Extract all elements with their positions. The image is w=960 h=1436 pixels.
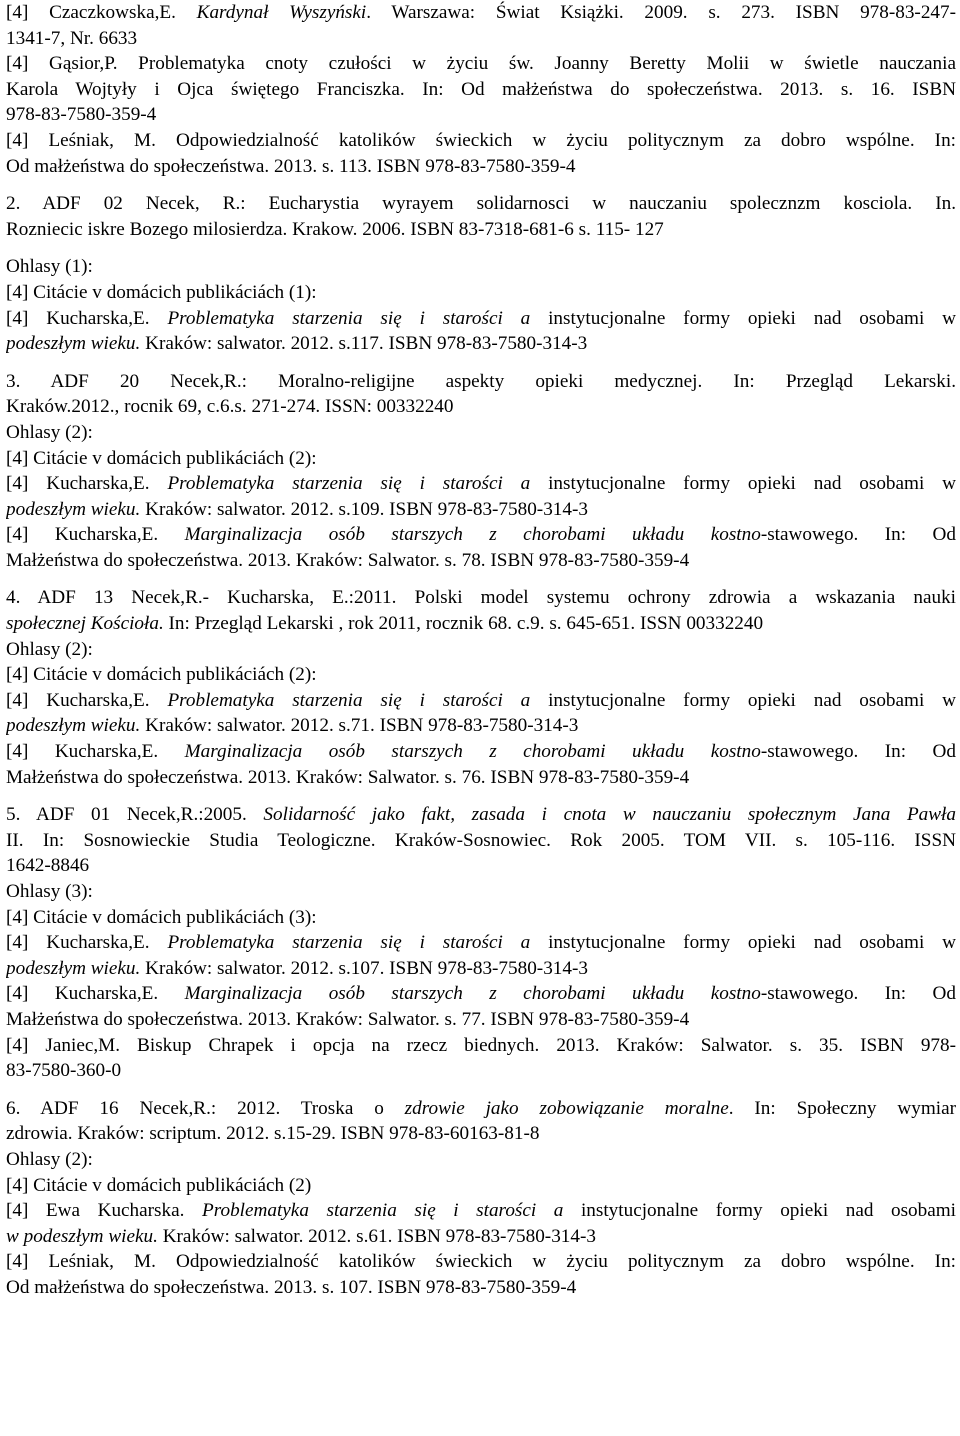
text-line: [6, 191, 956, 217]
paragraph-gap: [6, 1084, 956, 1096]
text-run: Kraków: salwator. 2012. s.109. ISBN 978-83-7580-314-3: [140, 498, 588, 520]
text-run: [4] Kucharska,E.: [6, 741, 185, 763]
text-run: 1642-8846: [6, 855, 90, 877]
text-run: -stawowego. In: Od: [760, 524, 956, 546]
text-run: Kraków: salwator. 2012. s.71. ISBN 978-83-7580-314-3: [140, 715, 579, 737]
paragraph-gap: [6, 573, 956, 585]
text-run: [4] Leśniak, M. Odpowiedzialność katolików świeckich w życiu politycznym za dobro wspólne. In:: [6, 1251, 956, 1273]
text-run: Rozniecic iskre Bozego milosierdza. Krakow. 2006. ISBN 83-7318-681-6 s. 115- 127: [6, 218, 664, 240]
text-run: [4] Citácie v domácich publikáciách (3):: [6, 906, 317, 928]
text-line: [6, 522, 956, 548]
text-line: [6, 306, 956, 332]
text-line: [6, 102, 956, 128]
text-run: [4] Leśniak, M. Odpowiedzialność katolików świeckich w życiu politycznym za dobro wspólne. In:: [6, 129, 956, 151]
text-line: [6, 1147, 956, 1173]
paragraph-gap: [6, 179, 956, 191]
text-line: [6, 51, 956, 77]
italic-title: Solidarność jako fakt, zasada i cnota w nauczaniu społecznym Jana Pawła: [263, 804, 956, 826]
italic-title: Problematyka starzenia się i starości a: [167, 307, 531, 329]
text-run: [4] Janiec,M. Biskup Chrapek i opcja na rzecz biednych. 2013. Kraków: Salwator. s. 35. ISBN 978-: [6, 1034, 956, 1056]
text-line: [6, 1033, 956, 1059]
text-run: 6. ADF 16 Necek,R.: 2012. Troska o: [6, 1097, 405, 1119]
text-line: [6, 585, 956, 611]
text-line: [6, 930, 956, 956]
text-line: [6, 956, 956, 982]
text-line: [6, 611, 956, 637]
paragraph-gap: [6, 242, 956, 254]
text-run: Kraków: salwator. 2012. s.107. ISBN 978-83-7580-314-3: [140, 957, 588, 979]
italic-title: Problematyka starzenia się i starości a: [202, 1200, 564, 1222]
italic-title: Marginalizacja osób starszych z chorobami układu kostno: [184, 524, 761, 546]
text-line: [6, 26, 956, 52]
text-run: 2. ADF 02 Necek, R.: Eucharystia wyrayem solidarnosci w nauczaniu spolecznzm kosciola. In.: [6, 193, 956, 215]
text-line: [6, 637, 956, 663]
text-run: [4] Citácie v domácich publikáciách (2): [6, 1174, 312, 1196]
text-run: Małżeństwa do społeczeństwa. 2013. Kraków: Salwator. s. 78. ISBN 978-83-7580-359-4: [6, 549, 690, 571]
italic-title: podeszłym wieku.: [6, 715, 141, 737]
text-line: [6, 1275, 956, 1301]
text-run: [4] Czaczkowska,E.: [6, 2, 197, 23]
text-line: [6, 1058, 956, 1084]
text-run: Kraków.2012., rocnik 69, c.6.s. 271-274. ISSN: 00332240: [6, 396, 454, 418]
text-line: [6, 688, 956, 714]
text-run: Karola Wojtyły i Ojca świętego Franciszka. In: Od małżeństwa do społeczeństwa. 2013. s. 16. ISBN: [6, 78, 956, 100]
text-line: [6, 280, 956, 306]
text-line: [6, 217, 956, 243]
text-line: [6, 497, 956, 523]
text-line: [6, 765, 956, 791]
text-run: instytucjonalne formy opieki nad osobami: [563, 1200, 956, 1222]
text-line: [6, 548, 956, 574]
text-run: [4] Citácie v domácich publikáciách (1):: [6, 281, 317, 303]
text-line: [6, 394, 956, 420]
italic-title: zdrowie jako zobowiązanie moralne: [404, 1097, 729, 1119]
italic-title: podeszłym wieku.: [6, 333, 141, 355]
text-line: [6, 1224, 956, 1250]
text-line: [6, 77, 956, 103]
italic-title: podeszłym wieku.: [6, 957, 141, 979]
italic-title: Marginalizacja osób starszych z chorobami układu kostno: [184, 983, 761, 1005]
text-run: . In: Społeczny wymiar: [728, 1097, 956, 1119]
text-run: [4] Ewa Kucharska.: [6, 1200, 202, 1222]
text-run: [4] Gąsior,P. Problematyka cnoty czułości w życiu św. Joanny Beretty Molii w świetle nauczania: [6, 53, 956, 75]
text-line: [6, 420, 956, 446]
text-run: Ohlasy (1):: [6, 256, 93, 278]
text-line: [6, 1007, 956, 1033]
text-line: [6, 154, 956, 180]
text-line: [6, 828, 956, 854]
text-run: II. In: Sosnowieckie Studia Teologiczne. Kraków-Sosnowiec. Rok 2005. TOM VII. s. 105-116. ISSN: [6, 829, 956, 851]
text-run: In: Przegląd Lekarski , rok 2011, rocznik 68. c.9. s. 645-651. ISSN 00332240: [163, 613, 764, 635]
text-line: [6, 128, 956, 154]
text-run: Ohlasy (3):: [6, 881, 93, 902]
text-run: [4] Citácie v domácich publikáciách (2):: [6, 447, 317, 469]
text-run: [4] Citácie v domácich publikáciách (2):: [6, 664, 317, 686]
text-run: Kraków: salwator. 2012. s.61. ISBN 978-83-7580-314-3: [157, 1225, 596, 1247]
text-line: [6, 471, 956, 497]
text-line: [6, 369, 956, 395]
text-line: [6, 879, 956, 905]
text-run: instytucjonalne formy opieki nad osobami w: [530, 689, 956, 711]
text-run: Ohlasy (2):: [6, 638, 93, 660]
text-run: Małżeństwa do społeczeństwa. 2013. Kraków: Salwator. s. 76. ISBN 978-83-7580-359-4: [6, 766, 690, 788]
text-line: [6, 254, 956, 280]
text-run: Ohlasy (2):: [6, 421, 93, 443]
paragraph-gap: [6, 357, 956, 369]
italic-title: Problematyka starzenia się i starości a: [167, 932, 531, 954]
text-run: 3. ADF 20 Necek,R.: Moralno-religijne aspekty opieki medycznej. In: Przegląd Lekarski.: [6, 370, 956, 392]
text-run: Kraków: salwator. 2012. s.117. ISBN 978-83-7580-314-3: [140, 333, 588, 355]
text-line: [6, 1121, 956, 1147]
text-run: [4] Kucharska,E.: [6, 932, 168, 954]
text-line: [6, 331, 956, 357]
text-run: instytucjonalne formy opieki nad osobami w: [530, 473, 956, 495]
text-line: [6, 1173, 956, 1199]
text-line: [6, 0, 956, 26]
text-run: Od małżeństwa do społeczeństwa. 2013. s. 113. ISBN 978-83-7580-359-4: [6, 155, 576, 177]
text-run: [4] Kucharska,E.: [6, 983, 185, 1005]
italic-title: Problematyka starzenia się i starości a: [167, 689, 531, 711]
text-run: 4. ADF 13 Necek,R.- Kucharska, E.:2011. Polski model systemu ochrony zdrowia a wskazania nauki: [6, 587, 956, 609]
text-line: [6, 662, 956, 688]
text-line: [6, 802, 956, 828]
text-run: [4] Kucharska,E.: [6, 307, 168, 329]
text-run: Ohlasy (2):: [6, 1148, 93, 1170]
text-run: [4] Kucharska,E.: [6, 473, 168, 495]
text-run: [4] Kucharska,E.: [6, 689, 168, 711]
text-line: [6, 1249, 956, 1275]
text-run: . Warszawa: Świat Książki. 2009. s. 273. ISBN 978-83-247-: [366, 2, 956, 23]
text-run: 5. ADF 01 Necek,R.:2005.: [6, 804, 264, 826]
italic-title: Marginalizacja osób starszych z chorobami układu kostno: [184, 741, 761, 763]
text-run: [4] Kucharska,E.: [6, 524, 185, 546]
text-run: -stawowego. In: Od: [760, 741, 956, 763]
text-line: [6, 905, 956, 931]
text-run: -stawowego. In: Od: [760, 983, 956, 1005]
text-line: [6, 1198, 956, 1224]
text-run: Od małżeństwa do społeczeństwa. 2013. s. 107. ISBN 978-83-7580-359-4: [6, 1276, 577, 1298]
text-line: [6, 981, 956, 1007]
text-run: instytucjonalne formy opieki nad osobami w: [530, 307, 956, 329]
text-run: Małżeństwa do społeczeństwa. 2013. Kraków: Salwator. s. 77. ISBN 978-83-7580-359-4: [6, 1008, 690, 1030]
text-run: 83-7580-360-0: [6, 1060, 122, 1082]
italic-title: Kardynał Wyszyński: [196, 2, 367, 23]
text-run: zdrowia. Kraków: scriptum. 2012. s.15-29. ISBN 978-83-60163-81-8: [6, 1123, 540, 1145]
paragraph-gap: [6, 790, 956, 802]
text-line: [6, 1096, 956, 1122]
text-line: [6, 853, 956, 879]
text-run: instytucjonalne formy opieki nad osobami w: [530, 932, 956, 954]
text-line: [6, 446, 956, 472]
text-run: 1341-7, Nr. 6633: [6, 27, 138, 49]
italic-title: Problematyka starzenia się i starości a: [167, 473, 531, 495]
italic-title: podeszłym wieku.: [6, 498, 141, 520]
text-line: [6, 713, 956, 739]
italic-title: społecznej Kościoła.: [6, 613, 164, 635]
text-line: [6, 739, 956, 765]
text-run: 978-83-7580-359-4: [6, 104, 157, 126]
italic-title: w podeszłym wieku.: [6, 1225, 158, 1247]
